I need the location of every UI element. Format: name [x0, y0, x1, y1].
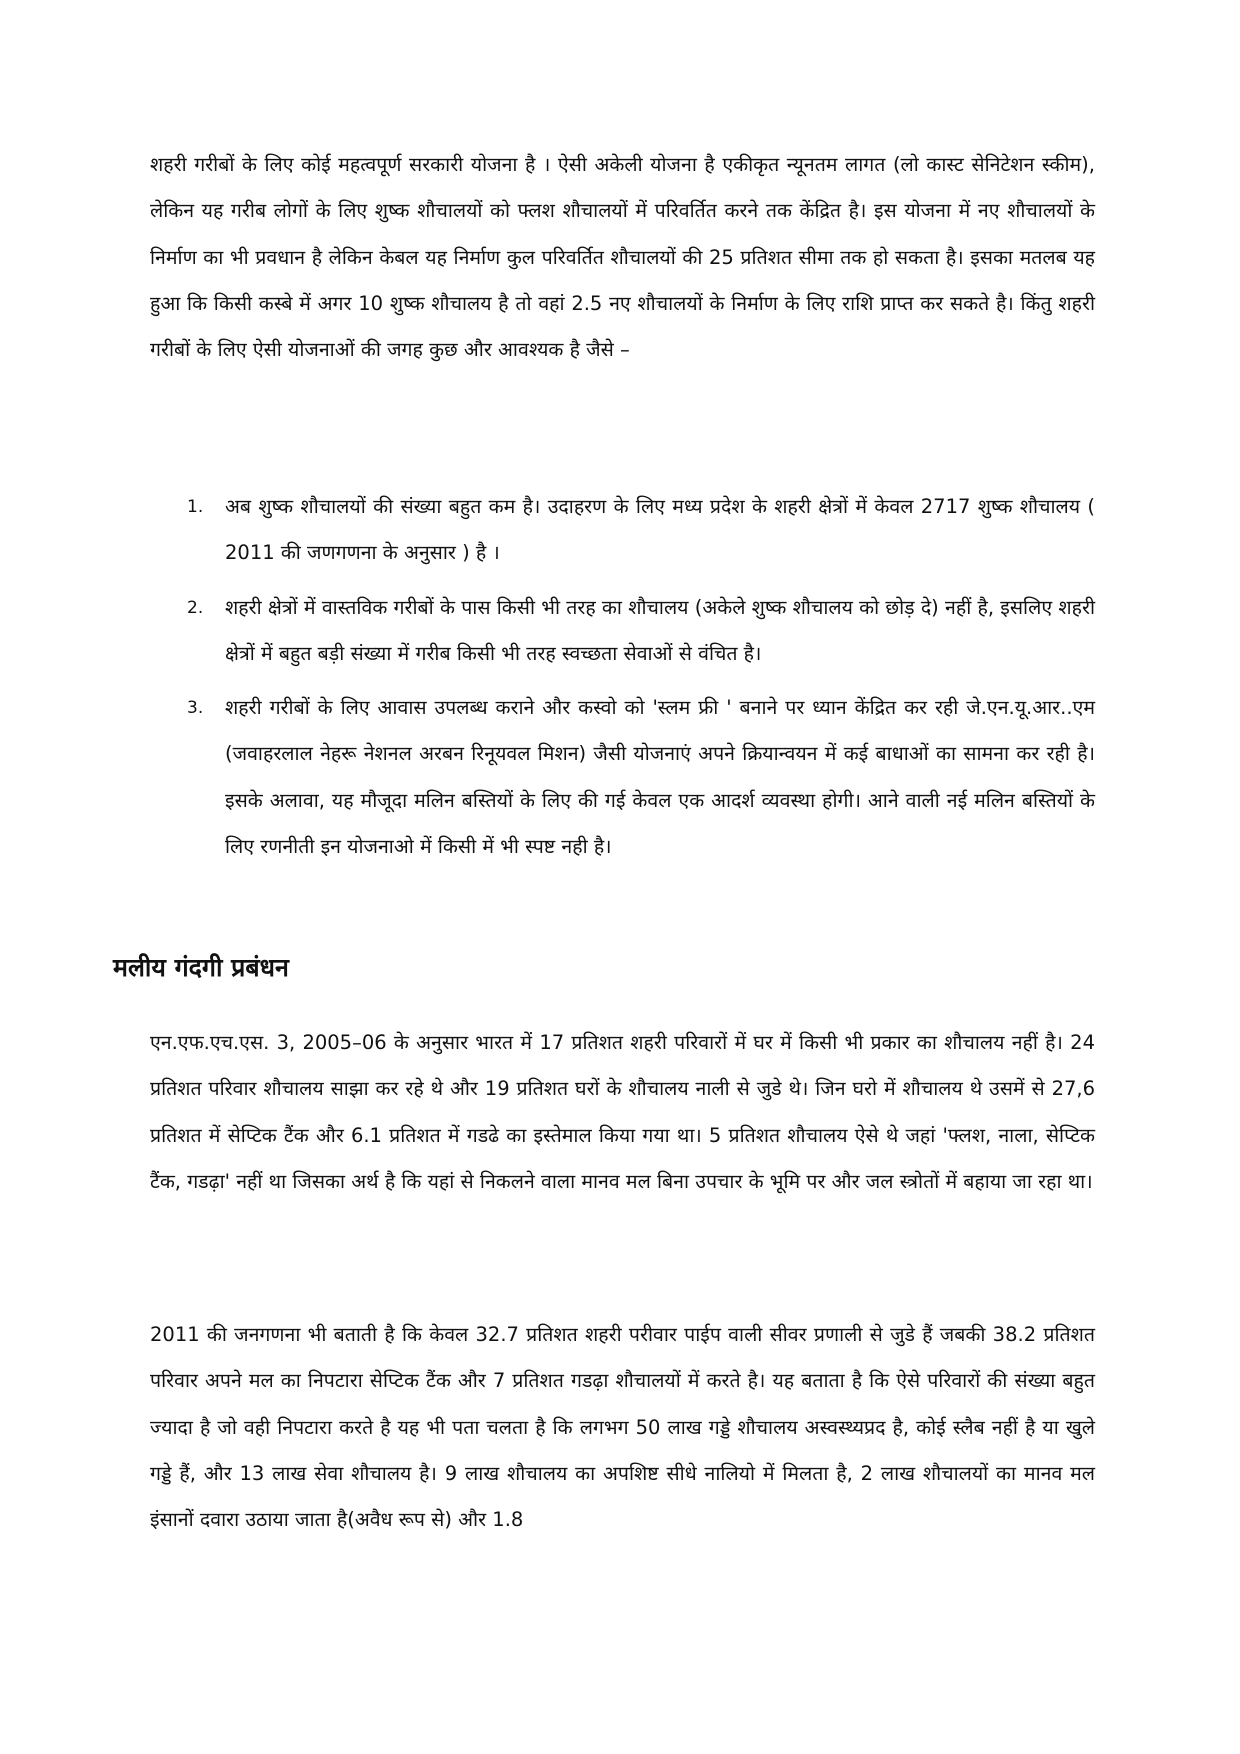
section-paragraph: एन.एफ.एच.एस. 3, 2005–06 के अनुसार भारत में 17 प्रतिशत शहरी परिवारों में घर में किसी भी प्रकार का शौचालय नहीं है। 24 प्रतिशत परिवार शौचालय साझा कर रहे थे और 19 प्रतिशत घरों के शौचालय नाली से जुडे थे। जिन घरो में शौचालय थे उसमें से 27,6 प्रतिशत में सेप्टिक टैंक और 6.1 प्रतिशत में गडढे का इस्तेमाल किया गया था। 5 प्रतिशत शौचालय ऐसे थे जहां 'फ्लश, नाला, सेप्टिक टैंक, गडढ़ा' नहीं था जिसका अर्थ है कि यहां से निकलने वाला मानव मल बिना उपचार के भूमि पर और जल स्त्रोतों में बहाया जा रहा था।	[150, 1031, 1095, 1193]
list-item	[150, 585, 1095, 678]
list-item-text: अब शुष्क शौचालयों की संख्या बहुत कम है। उदाहरण के लिए मध्य प्रदेश के शहरी क्षेत्रों में केवल 2717 शुष्क शौचालय ( 2011 की जणगणना के अनुसार ) है ।	[225, 495, 1095, 565]
list-item	[150, 685, 1095, 870]
list-item	[150, 484, 1095, 577]
numbered-list	[150, 484, 1095, 878]
list-item-number: 2.	[187, 597, 204, 618]
intro-paragraph: शहरी गरीबों के लिए कोई महत्वपूर्ण सरकारी योजना है । ऐसी अकेली योजना है एकीकृत न्यूनतम लागत (लो कास्ट सेनिटेशन स्कीम), लेकिन यह गरीब लोगों के लिए शुष्क शौचालयों को फ्लश शौचालयों में परिवर्तित करने तक केंद्रित है। इस योजना में नए शौचालयों के निर्माण का भी प्रवधान है लेकिन केबल यह निर्माण कुल परिवर्तित शौचालयों की 25 प्रतिशत सीमा तक हो सकता है। इसका मतलब यह हुआ कि किसी कस्बे में अगर 10 शुष्क शौचालय है तो वहां 2.5 नए शौचालयों के निर्माण के लिए राशि प्राप्त कर सकते है। किंतु शहरी गरीबों के लिए ऐसी योजनाओं की जगह कुछ और आवश्यक है जैसे –	[150, 153, 1095, 362]
section-paragraph: 2011 की जनगणना भी बताती है कि केवल 32.7 प्रतिशत शहरी परीवार पाईप वाली सीवर प्रणाली से जुडे हैं जबकी 38.2 प्रतिशत परिवार अपने मल का निपटारा सेप्टिक टैंक और 7 प्रतिशत गडढ़ा शौचालयों में करते है। यह बताता है कि ऐसे परिवारों की संख्या बहुत ज्यादा है जो वही निपटारा करते है यह भी पता चलता है कि लगभग 50 लाख गड्डे शौचालय अस्वस्थ्यप्रद है, कोई स्लैब नहीं है या खुले गड्डे हैं, और 13 लाख सेवा शौचालय है। 9 लाख शौचालय का अपशिष्ट सीधे नालियो में मिलता है, 2 लाख शौचालयों का मानव मल इंसानों दवारा उठाया जाता है(अवैध रूप से) और 1.8	[150, 1323, 1095, 1532]
list-item-number: 3.	[187, 698, 204, 719]
list-item-text: शहरी क्षेत्रों में वास्तविक गरीबों के पास किसी भी तरह का शौचालय (अकेले शुष्क शौचालय को छोड़ दे) नहीं है, इसलिए शहरी क्षेत्रों में बहुत बड़ी संख्या में गरीब किसी भी तरह स्वच्छता सेवाओं से वंचित है।	[225, 595, 1095, 665]
section-heading: मलीय गंदगी प्रबंधन	[113, 953, 289, 982]
list-item-text: शहरी गरीबों के लिए आवास उपलब्ध कराने और कस्वो को 'स्लम फ्री ' बनाने पर ध्यान केंद्रित कर रही जे.एन.यू.आर..एम (जवाहरलाल नेहरू नेशनल अरबन रिनूयवल मिशन) जैसी योजनाएं अपने क्रियान्वयन में कई बाधाओं का सामना कर रही है। इसके अलावा, यह मौजूदा मलिन बस्तियों के लिए की गई केवल एक आदर्श व्यवस्था होगी। आने वाली नई मलिन बस्तियों के लिए रणनीती इन योजनाओ में किसी में भी स्पष्ट नही है।	[225, 696, 1095, 859]
list-item-number: 1.	[187, 497, 204, 517]
